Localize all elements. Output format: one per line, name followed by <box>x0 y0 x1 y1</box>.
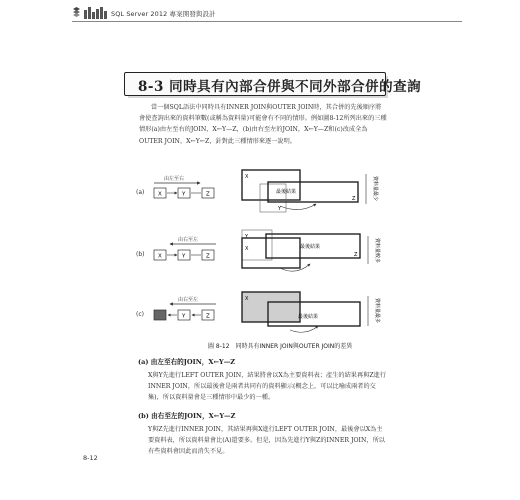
intro-paragraph <box>139 102 387 147</box>
result-text-a: 最後結果 <box>276 189 297 195</box>
venn-x-c <box>242 292 300 322</box>
series-title: SQL Server 2012 專案開發與設計 <box>111 9 216 18</box>
svg-text:Y: Y <box>182 253 186 260</box>
running-header <box>72 6 216 20</box>
node-x-c <box>154 310 166 320</box>
svg-text:Z: Z <box>206 313 210 320</box>
svg-text:Z: Z <box>354 252 358 258</box>
side-text-c: 資料量最多 <box>374 298 380 324</box>
item-b-body: Y與Z先進行INNER JOIN，其結果再與X進行LEFT OUTER JOIN，最後會以X為主要資料表，所以資料量會比(A)還要多。但是，因為先進行Y與Z的INNER JOIN，所以有些資料會因此而消失不見。 <box>148 426 385 456</box>
svg-text:X: X <box>158 253 162 260</box>
venn-x-a <box>242 170 300 200</box>
svg-text:X: X <box>245 174 249 180</box>
arrow-text-a: 由左至右 <box>164 176 185 182</box>
side-text-a: 資料量最少 <box>372 176 378 202</box>
header-rule <box>72 21 462 22</box>
row-label-c: (c) <box>136 311 144 318</box>
svg-text:Z: Z <box>352 196 356 202</box>
item-a-heading: (a) 由左至右的JOIN，X←Y—Z <box>138 358 236 366</box>
intro-text: 當一個SQL語法中同時具有INNER JOIN與OUTER JOIN時，其合併的先後順序將會使查詢出來的資料筆數(或稱為資料量)可能會有不同的情形。例如圖8-12所列出來的三種情形(a)由左至右的JOIN，X←Y—Z，(b)由右至左的JOIN，X←Y—Z和(c)改成全為OUTER JOIN，X←Y←Z，針對此三種情形來逐一說明。 <box>139 104 387 145</box>
item-b <box>138 410 388 458</box>
result-text-b: 最後結果 <box>300 244 321 250</box>
svg-text:Y: Y <box>182 191 186 198</box>
svg-text:Y: Y <box>278 206 282 212</box>
item-b-heading: (b) 由右至左的JOIN，X←Y—Z <box>138 412 236 420</box>
svg-text:Z: Z <box>206 253 210 260</box>
svg-text:X: X <box>158 191 162 198</box>
figure-caption: 圖 8-12 同時具有INNER JOIN與OUTER JOIN的差異 <box>208 343 353 350</box>
book-logo-icon <box>72 7 81 19</box>
arrow-text-b: 由右至左 <box>178 237 199 243</box>
page-number: 8-12 <box>83 454 98 462</box>
header-bars-icon <box>84 7 107 19</box>
side-text-b: 資料量較多 <box>374 238 380 264</box>
svg-text:Z: Z <box>206 191 210 198</box>
join-diagram <box>130 168 400 358</box>
arrow-text-c: 由右至左 <box>178 297 199 303</box>
row-label-b: (b) <box>136 251 145 258</box>
svg-text:Y: Y <box>245 234 249 240</box>
item-a-body: X與Y先進行LEFT OUTER JOIN，結果將會以X為主要資料表；產生的結果再與Z進行INNER JOIN，所以最後會是兩者共同有的資料顯示(概念上，可以比喻成兩者的交集)，所以資料量會是三種情形中最少的一種。 <box>148 372 387 402</box>
section-title: 8-3 同時具有內部合併與不同外部合併的查詢 <box>138 79 422 95</box>
svg-text:Y: Y <box>182 313 186 320</box>
svg-text:X: X <box>245 246 249 252</box>
svg-text:X: X <box>245 296 249 302</box>
result-text-c: 最後結果 <box>298 314 319 320</box>
item-a <box>138 356 388 404</box>
row-label-a: (a) <box>136 189 145 196</box>
venn-x-b <box>242 238 300 268</box>
